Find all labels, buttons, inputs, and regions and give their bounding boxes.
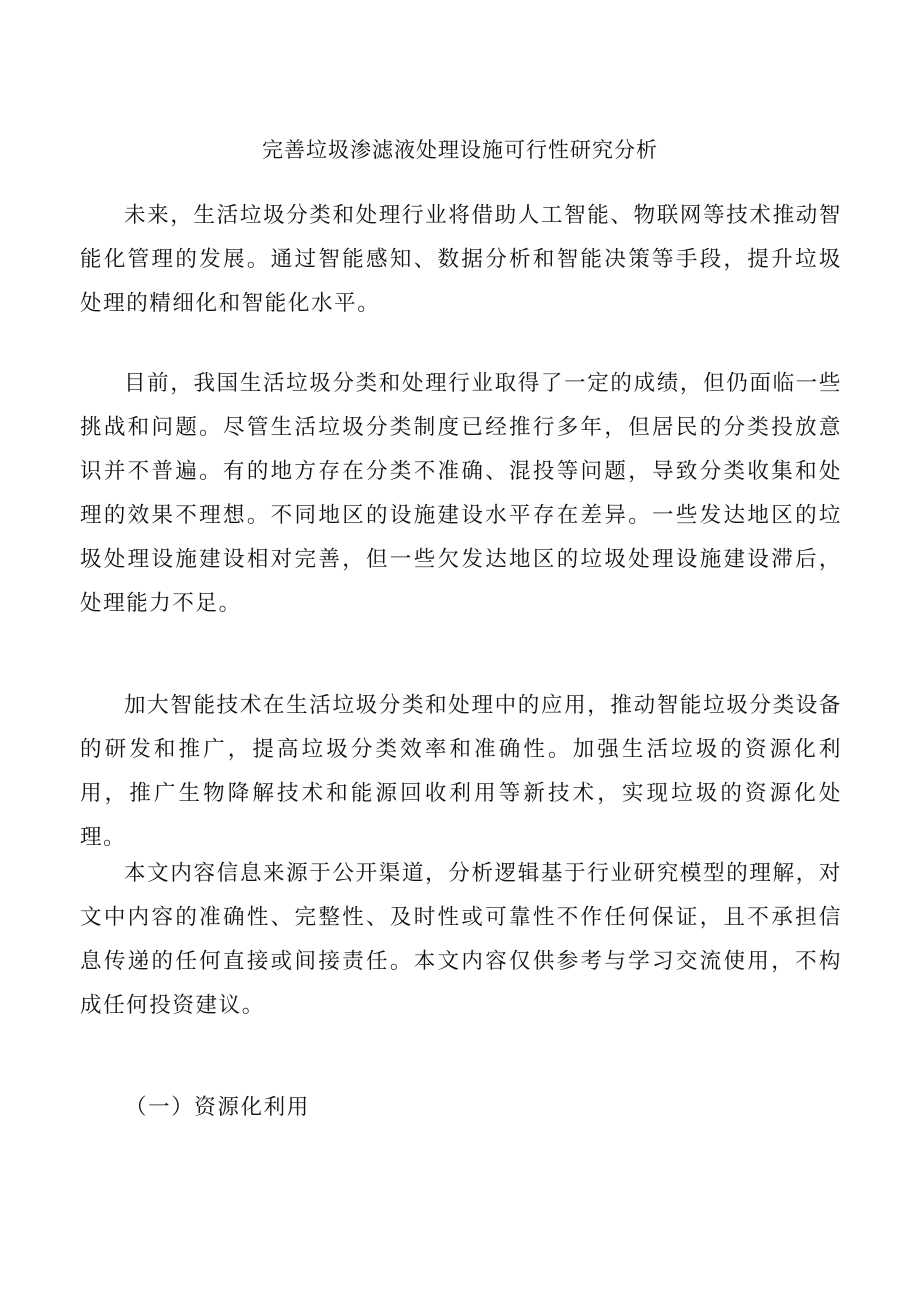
paragraph-current-challenges: 目前，我国生活垃圾分类和处理行业取得了一定的成绩，但仍面临一些挑战和问题。尽管生活垃圾分类制度已经推行多年，但居民的分类投放意识并不普遍。有的地方存在分类不准确、混投等问题，导致分类收集和处理的效果不理想。不同地区的设施建设水平存在差异。一些发达地区的垃圾处理设施建设相对完善，但一些欠发达地区的垃圾处理设施建设滞后，处理能力不足。 (80, 371, 842, 616)
paragraph-smart-technology-application: 加大智能技术在生活垃圾分类和处理中的应用，推动智能垃圾分类设备的研发和推广，提高垃圾分类效率和准确性。加强生活垃圾的资源化利用，推广生物降解技术和能源回收利用等新技术，实现垃圾的资源化处理。 (80, 693, 842, 850)
section-heading-resource-utilization: （一）资源化利用 (125, 1095, 310, 1120)
document-title: 完善垃圾渗滤液处理设施可行性研究分析 (262, 138, 658, 162)
paragraph-disclaimer: 本文内容信息来源于公开渠道，分析逻辑基于行业研究模型的理解，对文中内容的准确性、完整性、及时性或可靠性不作任何保证，且不承担信息传递的任何直接或间接责任。本文内容仅供参考与学习交流使用，不构成任何投资建议。 (80, 861, 842, 1018)
paragraph-future-smart-management: 未来，生活垃圾分类和处理行业将借助人工智能、物联网等技术推动智能化管理的发展。通过智能感知、数据分析和智能决策等手段，提升垃圾处理的精细化和智能化水平。 (80, 203, 842, 316)
